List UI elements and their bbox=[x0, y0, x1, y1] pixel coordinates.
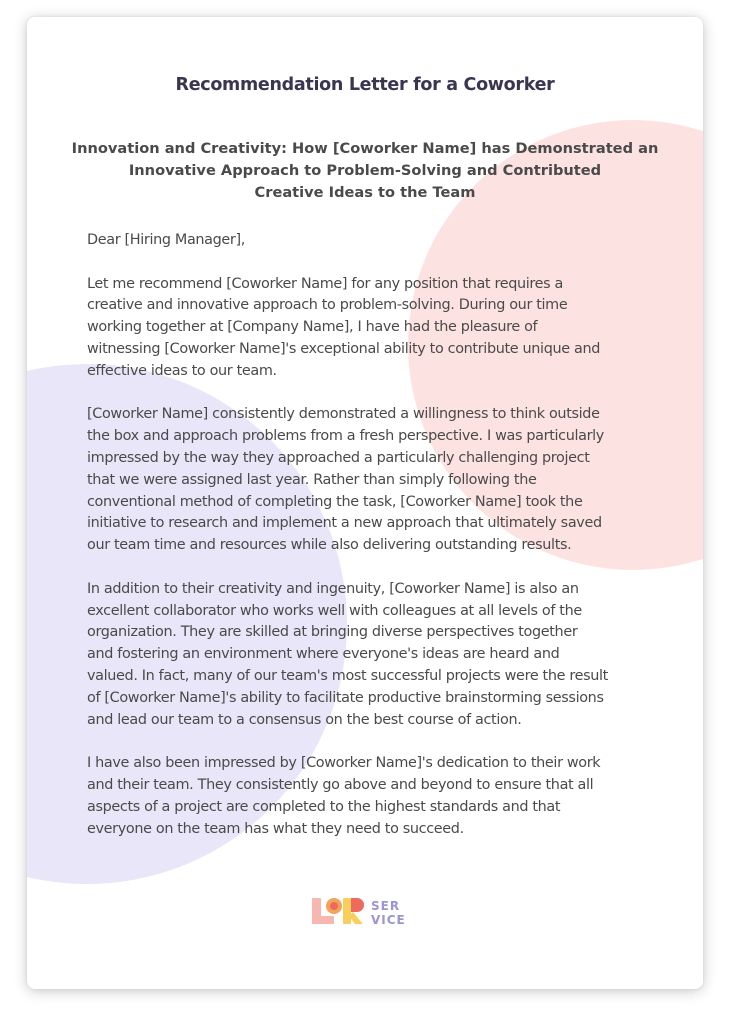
body-line: effective ideas to our team. bbox=[87, 362, 277, 379]
subtitle-line: Innovation and Creativity: How [Coworker Name] has Demonstrated an bbox=[71, 140, 659, 157]
letter-title: Recommendation Letter for a Coworker bbox=[175, 75, 555, 95]
body-paragraph bbox=[87, 404, 687, 557]
body-line: Dear [Hiring Manager], bbox=[87, 232, 245, 248]
body-line: organization. They are skilled at bringing diverse perspectives together bbox=[87, 624, 578, 641]
body-line: excellent collaborator who works well with colleagues at all levels of the bbox=[87, 602, 582, 619]
body-line: In addition to their creativity and ingenuity, [Coworker Name] is also an bbox=[87, 580, 579, 597]
logo-o-dot bbox=[330, 902, 338, 910]
logo-r-stem bbox=[343, 898, 351, 924]
body-line: creative and innovative approach to problem-solving. During our time bbox=[87, 297, 568, 314]
body-line: aspects of a project are completed to the highest standards and that bbox=[87, 798, 561, 815]
body-line: the box and approach problems from a fresh perspective. I was particularly bbox=[87, 428, 604, 445]
logo-r-leg bbox=[349, 912, 363, 924]
body-line: that we were assigned last year. Rather than simply following the bbox=[87, 471, 537, 488]
logo-text-top: SER bbox=[371, 899, 401, 913]
body-line: conventional method of completing the task, [Coworker Name] took the bbox=[87, 493, 583, 510]
body-paragraph bbox=[87, 753, 687, 840]
letter-content bbox=[27, 17, 703, 989]
logo-text-bottom: VICE bbox=[371, 913, 406, 927]
lor-service-logo-icon bbox=[311, 892, 421, 932]
body-line: working together at [Company Name], I have had the pleasure of bbox=[87, 319, 538, 336]
body-line: I have also been impressed by [Coworker Name]'s dedication to their work bbox=[87, 755, 601, 772]
body-line: and their team. They consistently go above and beyond to ensure that all bbox=[87, 776, 594, 793]
subtitle-line: Creative Ideas to the Team bbox=[254, 184, 476, 201]
body-line: valued. In fact, many of our team's most successful projects were the result bbox=[87, 667, 608, 684]
body-line: our team time and resources while also delivering outstanding results. bbox=[87, 537, 572, 554]
logo-l-foot bbox=[312, 916, 334, 924]
letter-sheet bbox=[27, 17, 703, 989]
body-line: of [Coworker Name]'s ability to facilitate productive brainstorming sessions bbox=[87, 689, 604, 706]
letter-subtitle bbox=[67, 138, 663, 204]
body-paragraph bbox=[87, 274, 687, 383]
body-line: [Coworker Name] consistently demonstrated a willingness to think outside bbox=[87, 406, 600, 423]
body-line: and lead our team to a consensus on the best course of action. bbox=[87, 711, 522, 728]
body-line: initiative to research and implement a new approach that ultimately saved bbox=[87, 515, 602, 532]
logo-r-bowl bbox=[351, 898, 364, 912]
subtitle-line: Innovative Approach to Problem-Solving and Contributed bbox=[128, 162, 602, 179]
body-line: and fostering an environment where everyone's ideas are heard and bbox=[87, 646, 560, 663]
body-paragraph bbox=[87, 579, 687, 732]
salutation bbox=[87, 230, 687, 252]
body-line: impressed by the way they approached a particularly challenging project bbox=[87, 449, 590, 466]
letter-body bbox=[87, 230, 687, 862]
body-line: everyone on the team has what they need to succeed. bbox=[87, 820, 464, 837]
body-line: witnessing [Coworker Name]'s exceptional ability to contribute unique and bbox=[87, 340, 601, 357]
body-line: Let me recommend [Coworker Name] for any position that requires a bbox=[87, 275, 564, 292]
